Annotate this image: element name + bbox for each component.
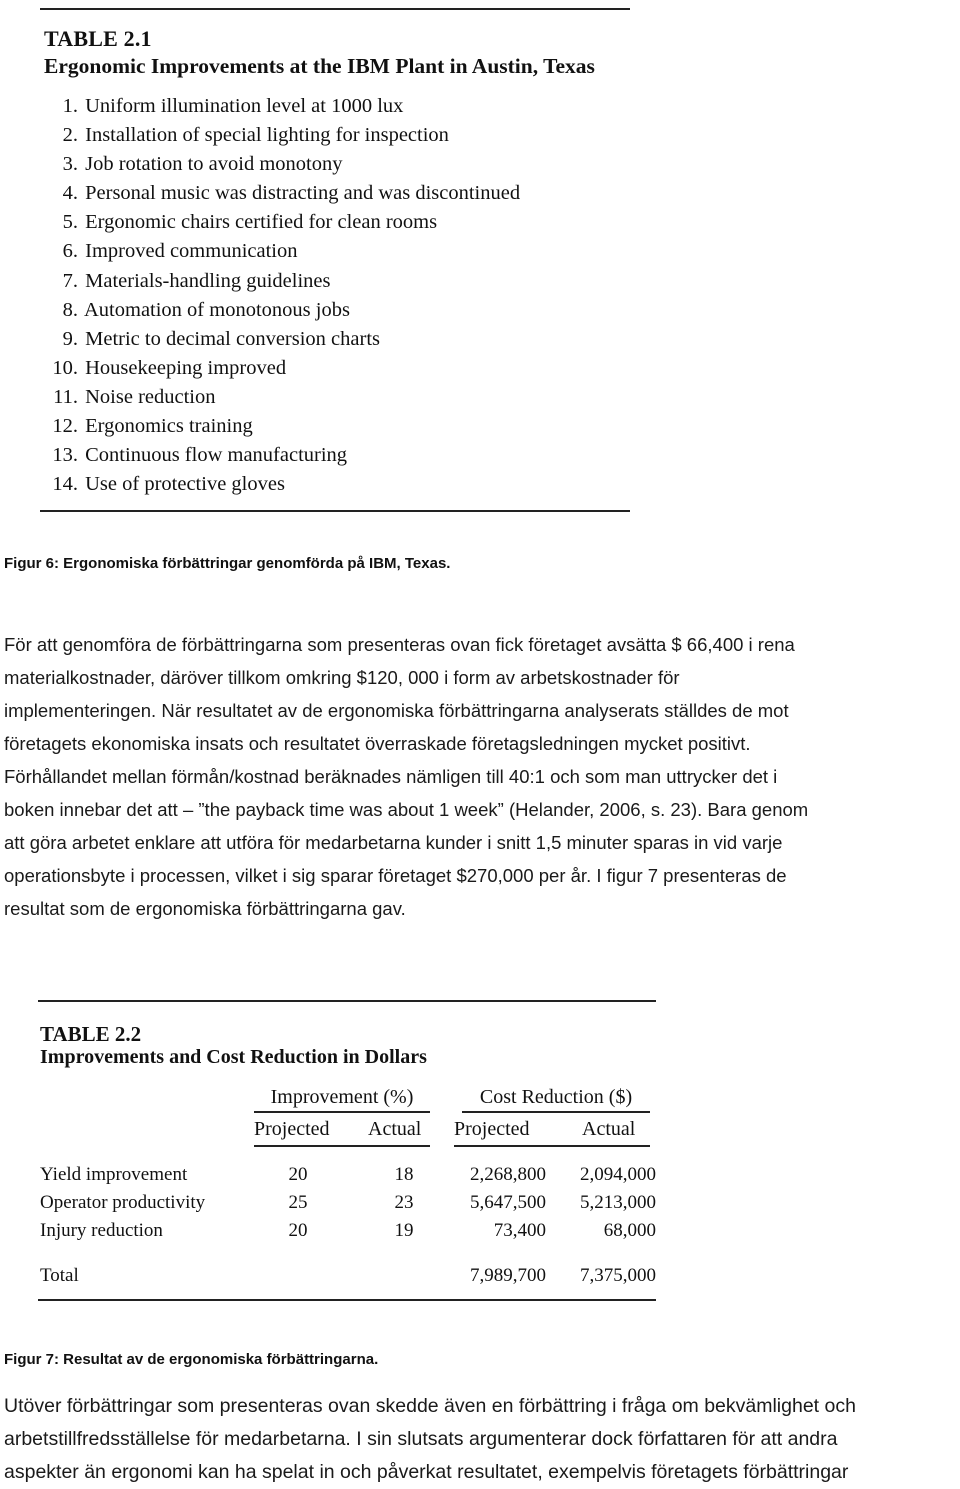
- list-item: [50, 470, 620, 499]
- item-text: Job rotation to avoid monotony: [85, 153, 343, 176]
- item-text: Use of protective gloves: [85, 473, 285, 496]
- item-text: Automation of monotonous jobs: [84, 298, 350, 321]
- paragraph-line: För att genomföra de förbättringarna som presenteras ovan fick företaget avsätta $ 66,400 i rena: [4, 634, 795, 655]
- bottom-rule: [38, 1299, 656, 1301]
- item-number: 13.: [52, 444, 78, 467]
- cell-cost-actual: 5,213,000: [580, 1192, 656, 1213]
- list-item: [50, 296, 620, 325]
- item-text: Materials-handling guidelines: [85, 269, 331, 292]
- bottom-rule: [40, 510, 630, 512]
- total-label: Total: [40, 1265, 79, 1286]
- col-header-cost-actual: Actual: [582, 1118, 636, 1140]
- col-header-cost-projected: Projected: [454, 1118, 530, 1140]
- item-number: 6.: [62, 240, 78, 263]
- paragraph-line: resultat som de ergonomiska förbättringarna gav.: [4, 898, 406, 919]
- paragraph-line: boken innebar det att – ”the payback time was about 1 week” (Helander, 2006, s. 23). Bara genom: [4, 799, 809, 820]
- list-item: [50, 441, 620, 470]
- item-text: Ergonomics training: [85, 415, 253, 438]
- group-underline: [254, 1111, 430, 1113]
- item-text: Improved communication: [85, 240, 298, 263]
- item-text: Metric to decimal conversion charts: [85, 327, 380, 350]
- list-item: [50, 208, 620, 237]
- item-text: Ergonomic chairs certified for clean rooms: [85, 211, 438, 234]
- list-item: [50, 354, 620, 383]
- paragraph-line: att göra arbetet enklare att utföra för medarbetarna kunder i snitt 1,5 minuter sparas in vid varje: [4, 832, 783, 853]
- item-number: 4.: [62, 182, 78, 205]
- subheader-underline: [454, 1145, 650, 1147]
- item-number: 2.: [62, 124, 78, 147]
- item-text: Housekeeping improved: [85, 356, 287, 379]
- list-item: [50, 412, 620, 441]
- table-title: Ergonomic Improvements at the IBM Plant in Austin, Texas: [44, 54, 595, 78]
- paragraph-line: implementeringen. När resultatet av de ergonomiska förbättringarna analyserats ställdes de mot: [4, 700, 789, 721]
- paragraph-line: företagets ekonomiska insats och resultatet överraskade företagsledningen mycket positivt.: [4, 733, 751, 754]
- cell-cost-actual: 2,094,000: [580, 1164, 656, 1185]
- list-item: [50, 267, 620, 296]
- item-text: Installation of special lighting for inspection: [85, 124, 449, 147]
- list-item: [50, 92, 620, 121]
- body-paragraph-2: [4, 1390, 956, 1489]
- list-item: [50, 237, 620, 266]
- item-number: 11.: [53, 385, 78, 408]
- item-text: Personal music was distracting and was discontinued: [85, 182, 521, 205]
- item-number: 12.: [52, 415, 78, 438]
- top-rule: [40, 8, 630, 10]
- list-item: [50, 121, 620, 150]
- col-header-improvement-actual: Actual: [368, 1118, 422, 1140]
- table-label: TABLE 2.1: [44, 26, 152, 51]
- item-number: 8.: [62, 298, 78, 321]
- table-title: Improvements and Cost Reduction in Dollars: [40, 1046, 427, 1068]
- row-label: Injury reduction: [40, 1220, 163, 1241]
- cell-cost-projected: 2,268,800: [470, 1164, 546, 1185]
- row-label: Operator productivity: [40, 1192, 206, 1213]
- col-header-improvement-projected: Projected: [254, 1118, 330, 1140]
- group-label: Cost Reduction ($): [479, 1086, 633, 1108]
- subheader-underline: [254, 1145, 430, 1147]
- item-number: 5.: [62, 211, 78, 234]
- cost-reduction-group-header: [462, 1086, 650, 1113]
- improvement-list: [50, 92, 620, 499]
- item-number: 9.: [62, 327, 78, 350]
- item-number: 14.: [52, 473, 78, 496]
- cell-cost-projected: 5,647,500: [470, 1192, 546, 1213]
- list-item: [50, 325, 620, 354]
- cell-improvement-projected: 20: [288, 1220, 308, 1241]
- group-label: Improvement (%): [270, 1086, 414, 1108]
- item-number: 10.: [52, 356, 78, 379]
- item-text: Noise reduction: [85, 385, 216, 408]
- item-number: 7.: [62, 269, 78, 292]
- paragraph-line: Förhållandet mellan förmån/kostnad beräknades nämligen till 40:1 och som man uttrycker det i: [4, 766, 778, 787]
- item-text: Continuous flow manufacturing: [85, 444, 348, 467]
- top-rule: [38, 1000, 656, 1002]
- cell-improvement-projected: 25: [288, 1192, 308, 1213]
- cell-improvement-projected: 20: [288, 1164, 308, 1185]
- body-paragraph-1: [4, 628, 956, 925]
- paragraph-line: operationsbyte i processen, vilket i sig sparar företaget $270,000 per år. I figur 7 presenteras de: [4, 865, 787, 886]
- paragraph-line: materialkostnader, däröver tillkom omkring $120, 000 i form av arbetskostnader för: [4, 667, 680, 688]
- group-underline: [462, 1111, 650, 1113]
- paragraph-line: Utöver förbättringar som presenteras ovan skedde även en förbättring i fråga om bekvämlighet och: [4, 1395, 856, 1417]
- total-cost-projected: 7,989,700: [470, 1265, 546, 1286]
- cell-improvement-actual: 19: [394, 1220, 414, 1241]
- cell-improvement-actual: 23: [394, 1192, 414, 1213]
- row-label: Yield improvement: [40, 1164, 188, 1185]
- item-text: Uniform illumination level at 1000 lux: [85, 95, 404, 117]
- cell-cost-actual: 68,000: [603, 1220, 656, 1241]
- table-label: TABLE 2.2: [40, 1022, 142, 1046]
- figure-caption-7: Figur 7: Resultat av de ergonomiska förbättringarna.: [4, 1351, 379, 1368]
- item-number: 3.: [62, 153, 78, 176]
- cell-cost-projected: 73,400: [493, 1220, 546, 1241]
- list-item: [50, 383, 620, 412]
- list-item: [50, 150, 620, 179]
- cell-improvement-actual: 18: [394, 1164, 414, 1185]
- improvement-group-header: [254, 1086, 430, 1113]
- paragraph-line: aspekter än ergonomi kan ha spelat in och påverkat resultatet, exempelvis företagets förbättringar: [4, 1461, 849, 1483]
- list-item: [50, 179, 620, 208]
- table-2-2: [38, 1000, 656, 1302]
- total-cost-actual: 7,375,000: [580, 1265, 656, 1286]
- item-number: 1.: [62, 95, 78, 117]
- paragraph-line: arbetstillfredsställelse för medarbetarna. I sin slutsats argumenterar dock författaren för att andra: [4, 1428, 838, 1450]
- figure-caption-6: Figur 6: Ergonomiska förbättringar genomförda på IBM, Texas.: [4, 555, 451, 572]
